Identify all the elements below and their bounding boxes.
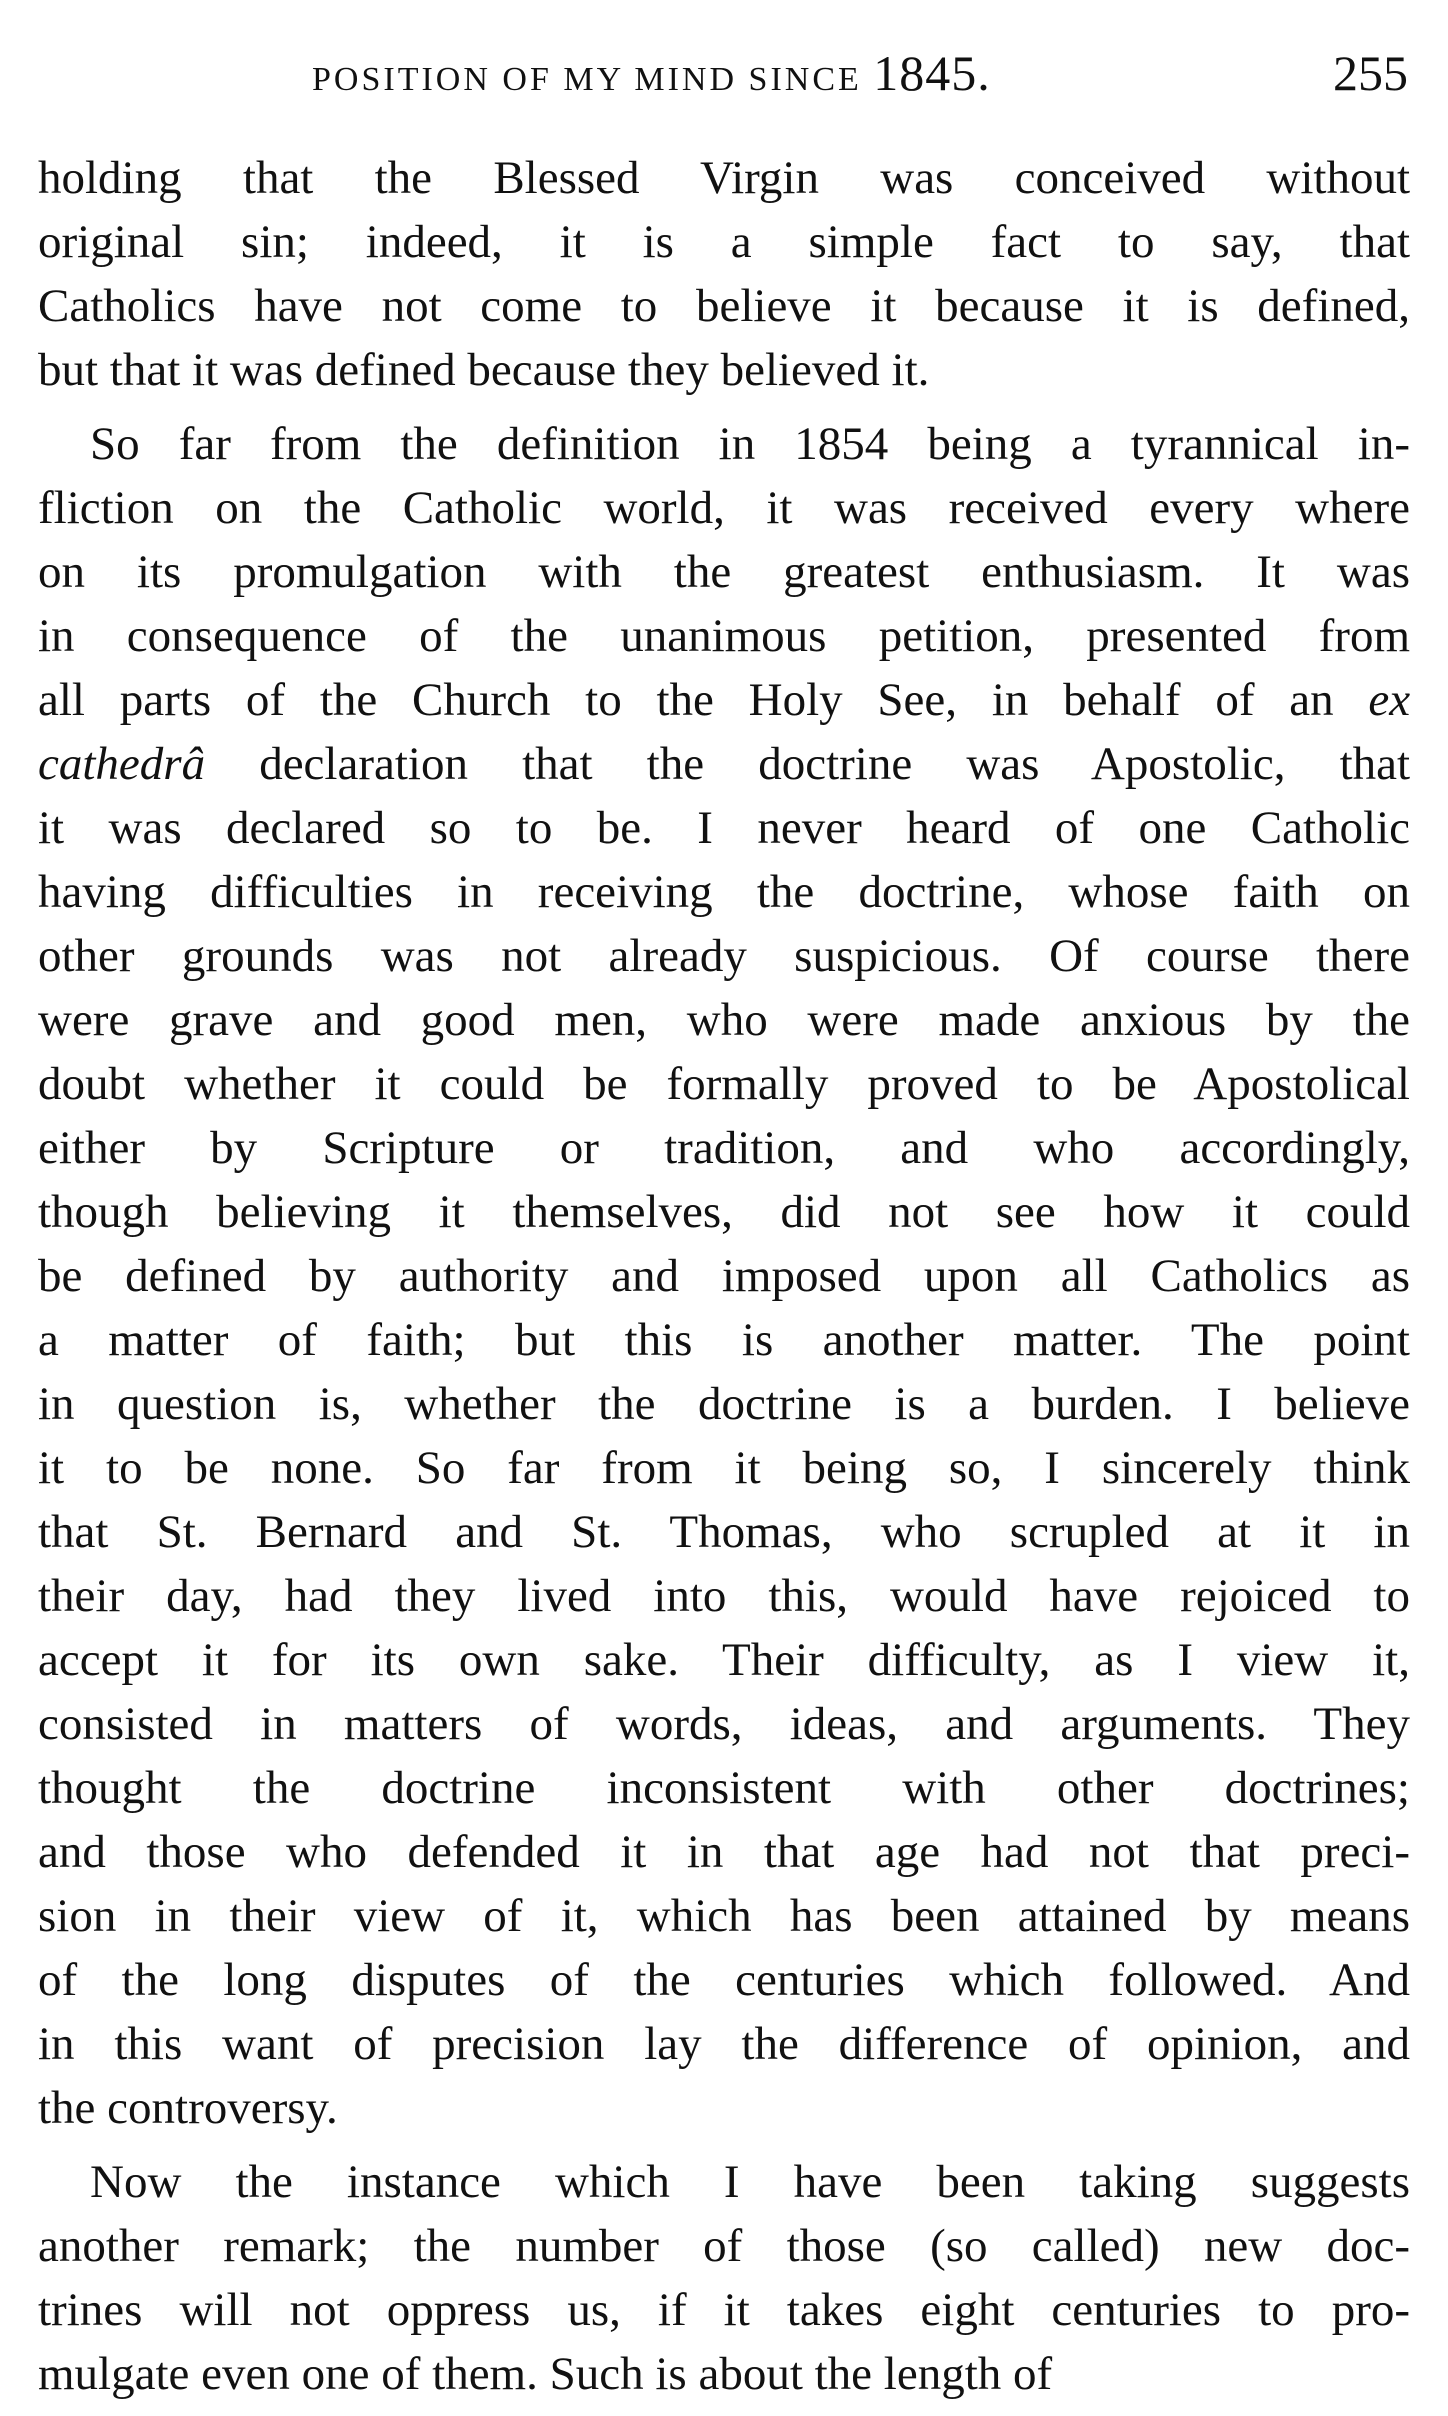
text-line: fliction on the Catholic world, it was received every where [38, 482, 1410, 534]
running-header [0, 38, 1448, 108]
text-line: accept it for its own sake. Their difficulty, as I view it, [38, 1634, 1410, 1686]
text-line: all parts of the Church to the Holy See, in behalf of an ex [38, 674, 1411, 726]
text-line: that St. Bernard and St. Thomas, who scrupled at it in [38, 1506, 1410, 1558]
text-line: having difficulties in receiving the doctrine, whose faith on [38, 866, 1410, 918]
running-title-year: 1845. [873, 45, 991, 101]
text-line: on its promulgation with the greatest enthusiasm. It was [38, 546, 1410, 598]
text-line: it to be none. So far from it being so, I sincerely think [38, 1442, 1410, 1494]
text-line: doubt whether it could be formally proved to be Apostolical [38, 1058, 1410, 1110]
text-line: So far from the definition in 1854 being a tyrannical in- [90, 418, 1410, 470]
text-line: either by Scripture or tradition, and who accordingly, [38, 1122, 1410, 1174]
paragraph-gap [38, 402, 1410, 412]
text-line: the controversy. [38, 2082, 338, 2134]
text-line: in question is, whether the doctrine is a burden. I believe [38, 1378, 1410, 1430]
text-line: their day, had they lived into this, would have rejoiced to [38, 1570, 1410, 1622]
page-number: 255 [1333, 45, 1408, 101]
text-line: consisted in matters of words, ideas, and arguments. They [38, 1698, 1410, 1750]
body-text [38, 146, 1410, 2406]
text-line: it was declared so to be. I never heard of one Catholic [38, 802, 1410, 854]
running-title [312, 38, 991, 115]
paragraph-3 [38, 2150, 1410, 2406]
text-line: another remark; the number of those (so called) new doc- [38, 2220, 1410, 2272]
paragraph-2 [38, 412, 1410, 2140]
text-line: other grounds was not already suspicious. Of course there [38, 930, 1410, 982]
text-line: thought the doctrine inconsistent with other doctrines; [38, 1762, 1410, 1814]
text-line: Catholics have not come to believe it because it is defined, [38, 280, 1410, 332]
text-line: mulgate even one of them. Such is about the length of [38, 2348, 1053, 2400]
paragraph-1 [38, 146, 1410, 402]
paragraph-gap [38, 2140, 1410, 2150]
text-line: but that it was defined because they believed it. [38, 344, 930, 396]
text-line: and those who defended it in that age had not that preci- [38, 1826, 1410, 1878]
text-line: Now the instance which I have been taking suggests [90, 2156, 1410, 2208]
text-line: trines will not oppress us, if it takes eight centuries to pro- [38, 2284, 1410, 2336]
text-line: in this want of precision lay the difference of opinion, and [38, 2018, 1410, 2070]
text-line: cathedrâ declaration that the doctrine was Apostolic, that [38, 738, 1411, 790]
text-line: of the long disputes of the centuries which followed. And [38, 1954, 1410, 2006]
text-line: though believing it themselves, did not see how it could [38, 1186, 1410, 1238]
text-line: sion in their view of it, which has been attained by means [38, 1890, 1410, 1942]
running-title-text: POSITION OF MY MIND SINCE [312, 61, 862, 98]
text-line: holding that the Blessed Virgin was conceived without [38, 152, 1410, 204]
text-line: were grave and good men, who were made anxious by the [38, 994, 1410, 1046]
text-line: original sin; indeed, it is a simple fact to say, that [38, 216, 1410, 268]
text-line: be defined by authority and imposed upon all Catholics as [38, 1250, 1410, 1302]
text-line: a matter of faith; but this is another matter. The point [38, 1314, 1410, 1366]
text-line: in consequence of the unanimous petition, presented from [38, 610, 1410, 662]
